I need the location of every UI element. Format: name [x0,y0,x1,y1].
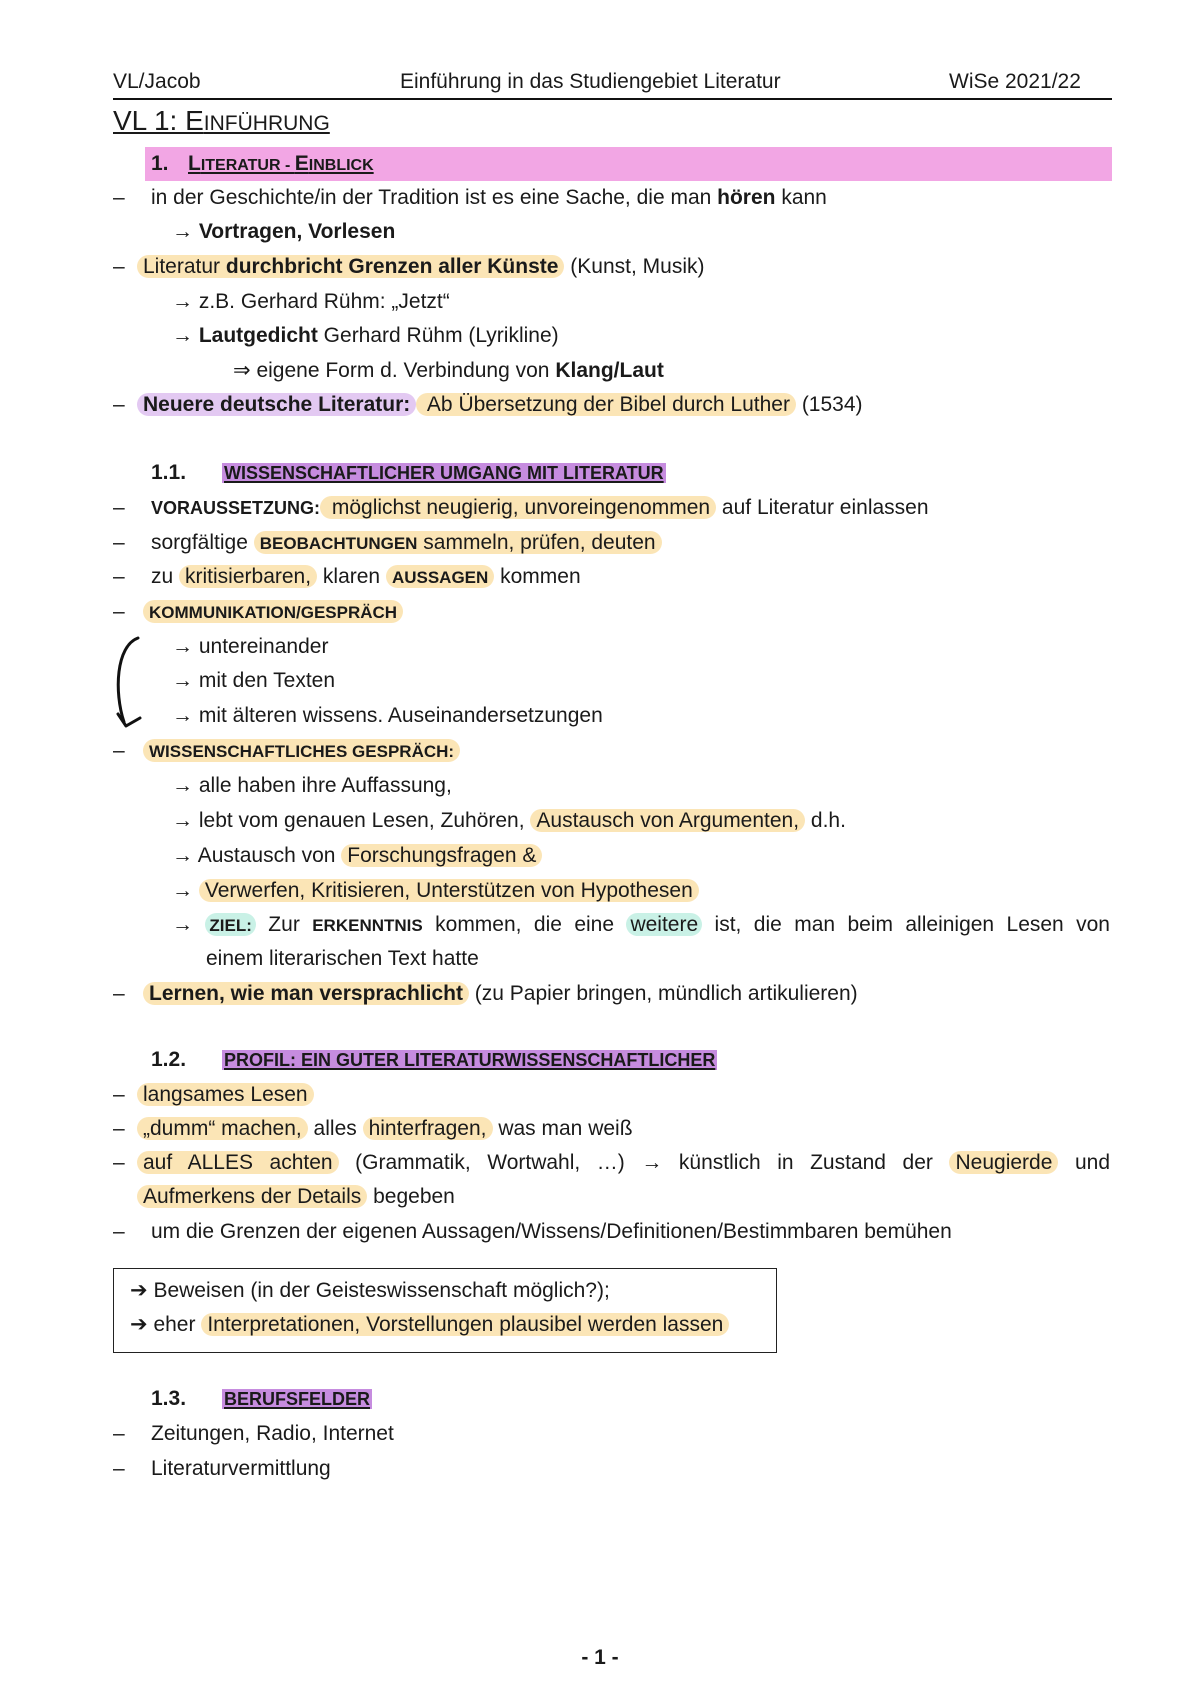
bullet-dash: – [113,496,125,519]
bullet-dash: – [113,565,125,588]
bullet-dash: – [113,1151,125,1174]
header-author: VL/Jacob [113,70,201,93]
list-item: WISSENSCHAFTLICHES GESPRÄCH: [143,738,460,765]
list-item: sorgfältige BEOBACHTUNGEN sammeln, prüfen, deuten [151,530,662,557]
list-item: Literaturvermittlung [151,1457,331,1480]
section-1-1-title: WISSENSCHAFTLICHER UMGANG MIT LITERATUR [224,463,664,483]
bullet-dash: – [113,600,125,623]
bullet-dash: – [113,1083,125,1106]
list-item: Literatur durchbricht Grenzen aller Künste (Kunst, Musik) [137,254,704,280]
section-1-2-title: PROFIL: EIN GUTER LITERATURWISSENSCHAFTLICHER [224,1050,716,1070]
list-item: → untereinander [172,635,329,658]
list-item: → z.B. Gerhard Rühm: „Jetzt“ [172,290,450,313]
list-item-continuation: Aufmerkens der Details begeben [137,1184,455,1210]
list-item: → Austausch von Forschungsfragen & [172,843,542,869]
bullet-dash: – [113,255,125,278]
list-item: Zeitungen, Radio, Internet [151,1422,394,1445]
bullet-dash: – [113,1220,125,1243]
list-item-continuation: einem literarischen Text hatte [206,947,479,970]
list-item: auf ALLES achten (Grammatik, Wortwahl, …) → künstlich in Zustand der Neugierde und [137,1150,1110,1176]
list-item: KOMMUNIKATION/GESPRÄCH [143,599,403,626]
header-semester: WiSe 2021/22 [949,70,1081,93]
section-1-3-number: 1.3. [151,1387,187,1410]
bullet-dash: – [113,393,125,416]
list-item: → Vortragen, Vorlesen [172,220,396,243]
section-1-number: 1. [151,152,169,175]
list-item: ⇒ eigene Form d. Verbindung von Klang/Laut [233,359,664,382]
page-number: - 1 - [581,1646,619,1669]
bullet-dash: – [113,1422,125,1445]
bullet-dash: – [113,186,125,209]
list-item: Lernen, wie man versprachlicht (zu Papier bringen, mündlich artikulieren) [143,981,858,1007]
bullet-dash: – [113,739,125,762]
list-item: langsames Lesen [137,1082,314,1108]
section-1-1-number: 1.1. [151,461,187,484]
list-item: um die Grenzen der eigenen Aussagen/Wissens/Definitionen/Bestimmbaren bemühen [151,1220,952,1243]
list-item: → lebt vom genauen Lesen, Zuhören, Austausch von Argumenten, d.h. [172,809,846,832]
page-title: VL 1: EINFÜHRUNG [113,105,330,136]
section-1-3-title: BERUFSFELDER [224,1389,371,1409]
list-item: „dumm“ machen, alles hinterfragen, was man weiß [137,1116,633,1142]
list-item: zu kritisierbaren, klaren AUSSAGEN kommen [151,565,581,588]
list-item: → alle haben ihre Auffassung, [172,774,452,797]
section-1-title: LITERATUR - EINBLICK [188,152,374,175]
bullet-dash: – [113,982,125,1005]
header-course-title: Einführung in das Studiengebiet Literatur [400,70,781,93]
curved-arrow-icon [108,632,152,736]
list-item: Neuere deutsche Literatur: Ab Übersetzung der Bibel durch Luther (1534) [137,392,863,418]
bullet-dash: – [113,1117,125,1140]
bullet-dash: – [113,1457,125,1480]
list-item: → mit älteren wissens. Auseinandersetzungen [172,704,603,727]
list-item: → mit den Texten [172,669,336,692]
bullet-dash: – [113,531,125,554]
list-item: → ZIEL: Zur ERKENNTNIS kommen, die eine weitere ist, die man beim alleinigen Lesen von [172,913,1110,936]
list-item: → Verwerfen, Kritisieren, Unterstützen von Hypothesen [172,878,699,904]
list-item: in der Geschichte/in der Tradition ist es eine Sache, die man hören kann [151,186,827,209]
list-item: VORAUSSETZUNG: möglichst neugierig, unvoreingenommen auf Literatur einlassen [151,496,929,519]
list-item: → Lautgedicht Gerhard Rühm (Lyrikline) [172,324,559,347]
conclusion-line-2: ➔ eher Interpretationen, Vorstellungen plausibel werden lassen [130,1312,729,1338]
section-1-2-number: 1.2. [151,1048,187,1071]
header-rule [113,98,1112,100]
conclusion-line-1: ➔ Beweisen (in der Geisteswissenschaft möglich?); [130,1279,610,1302]
